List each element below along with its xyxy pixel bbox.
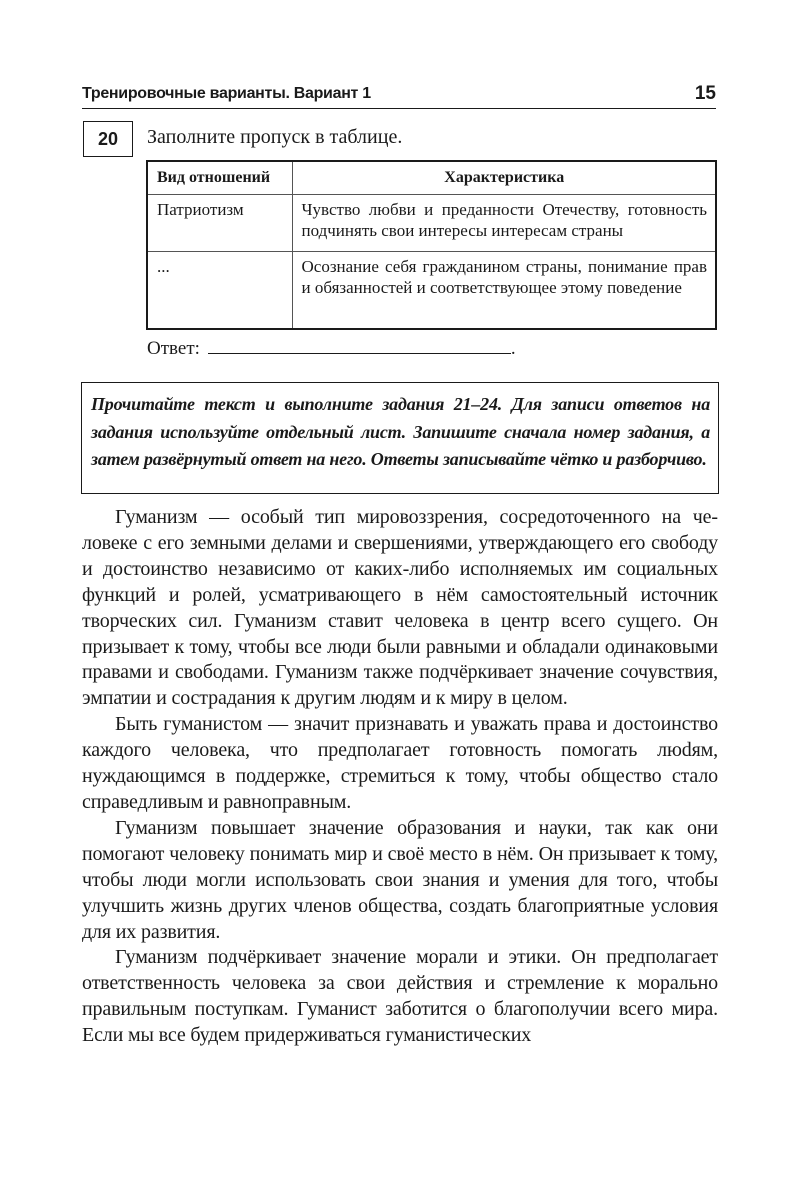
answer-blank-field[interactable] bbox=[208, 339, 511, 354]
page-number: 15 bbox=[694, 83, 716, 104]
running-header bbox=[82, 84, 716, 109]
instruction-text: Прочитайте текст и выполните задания 21–24. Для записи ответов на задания используйте отдельный лист. Запишите сначала номер задания, а затем развёрнутый ответ на него. Ответы записывайте чётко и разборчиво. bbox=[91, 394, 710, 469]
table-header-row bbox=[147, 161, 716, 195]
task-number-badge: 20 bbox=[83, 121, 133, 157]
column-header-characteristic: Характеристика bbox=[292, 161, 716, 195]
cell-relation-type: Патриотизм bbox=[147, 195, 292, 252]
answer-period: . bbox=[510, 338, 516, 359]
cell-characteristic: Чувство любви и преданности Отечеству, готовность подчинять свои интересы интересам страны bbox=[292, 195, 716, 252]
instruction-box bbox=[81, 382, 719, 494]
passage-paragraph: Гуманизм — особый тип мировоззрения, сосредоточенного на человеке с его земными делами и свершениями, утверждающего его свободу и достоинство независимо от каких-либо исполняемых им социальных функций и ролей, усматривающего в нём самостоятельный источник творческих сил. Гуманизм ставит человека в центр всего сущего. Он призывает к тому, чтобы все люди были равными и обладали одинаковыми правами и свободами. Гуманизм также подчёркивает значение сочувствия, эмпатии и сострадания к другим людям и к миру в целом. bbox=[82, 506, 718, 710]
passage-paragraph: Быть гуманистом — значит признавать и уважать права и достоинство каждого человека, что предполагает готовность помогать люdям, нуждающимся в поддержке, стремиться к тому, чтобы общество стало справедливым и равноправным. bbox=[82, 713, 718, 813]
answer-label: Ответ: bbox=[147, 338, 200, 359]
answer-line bbox=[147, 338, 516, 360]
relations-table bbox=[146, 160, 717, 330]
cell-relation-type-blank: ... bbox=[147, 252, 292, 330]
table-row bbox=[147, 252, 716, 330]
cell-characteristic: Осознание себя гражданином страны, понимание прав и обязанностей и соответствующее этому поведение bbox=[292, 252, 716, 330]
passage-paragraph: Гуманизм подчёркивает значение морали и этики. Он предполагает ответственность человека за свои действия и стремление к морально правильным поступкам. Гуманист заботится о благополучии всего мира. Если мы все будем придерживаться гуманистических bbox=[82, 946, 718, 1047]
passage-paragraph: Гуманизм повышает значение образования и науки, так как они помогают человеку понимать мир и своё место в нём. Он призывает к тому, чтобы люди могли использовать свои знания и умения для того, чтобы улучшить жизнь других членов общества, создать благоприятные условия для их развития. bbox=[82, 816, 718, 943]
column-header-type: Вид отношений bbox=[147, 161, 292, 195]
header-title: Тренировочные варианты. Вариант 1 bbox=[82, 85, 371, 102]
task-prompt: Заполните пропуск в таблице. bbox=[147, 126, 403, 148]
reading-passage bbox=[82, 505, 718, 1049]
table-row bbox=[147, 195, 716, 252]
